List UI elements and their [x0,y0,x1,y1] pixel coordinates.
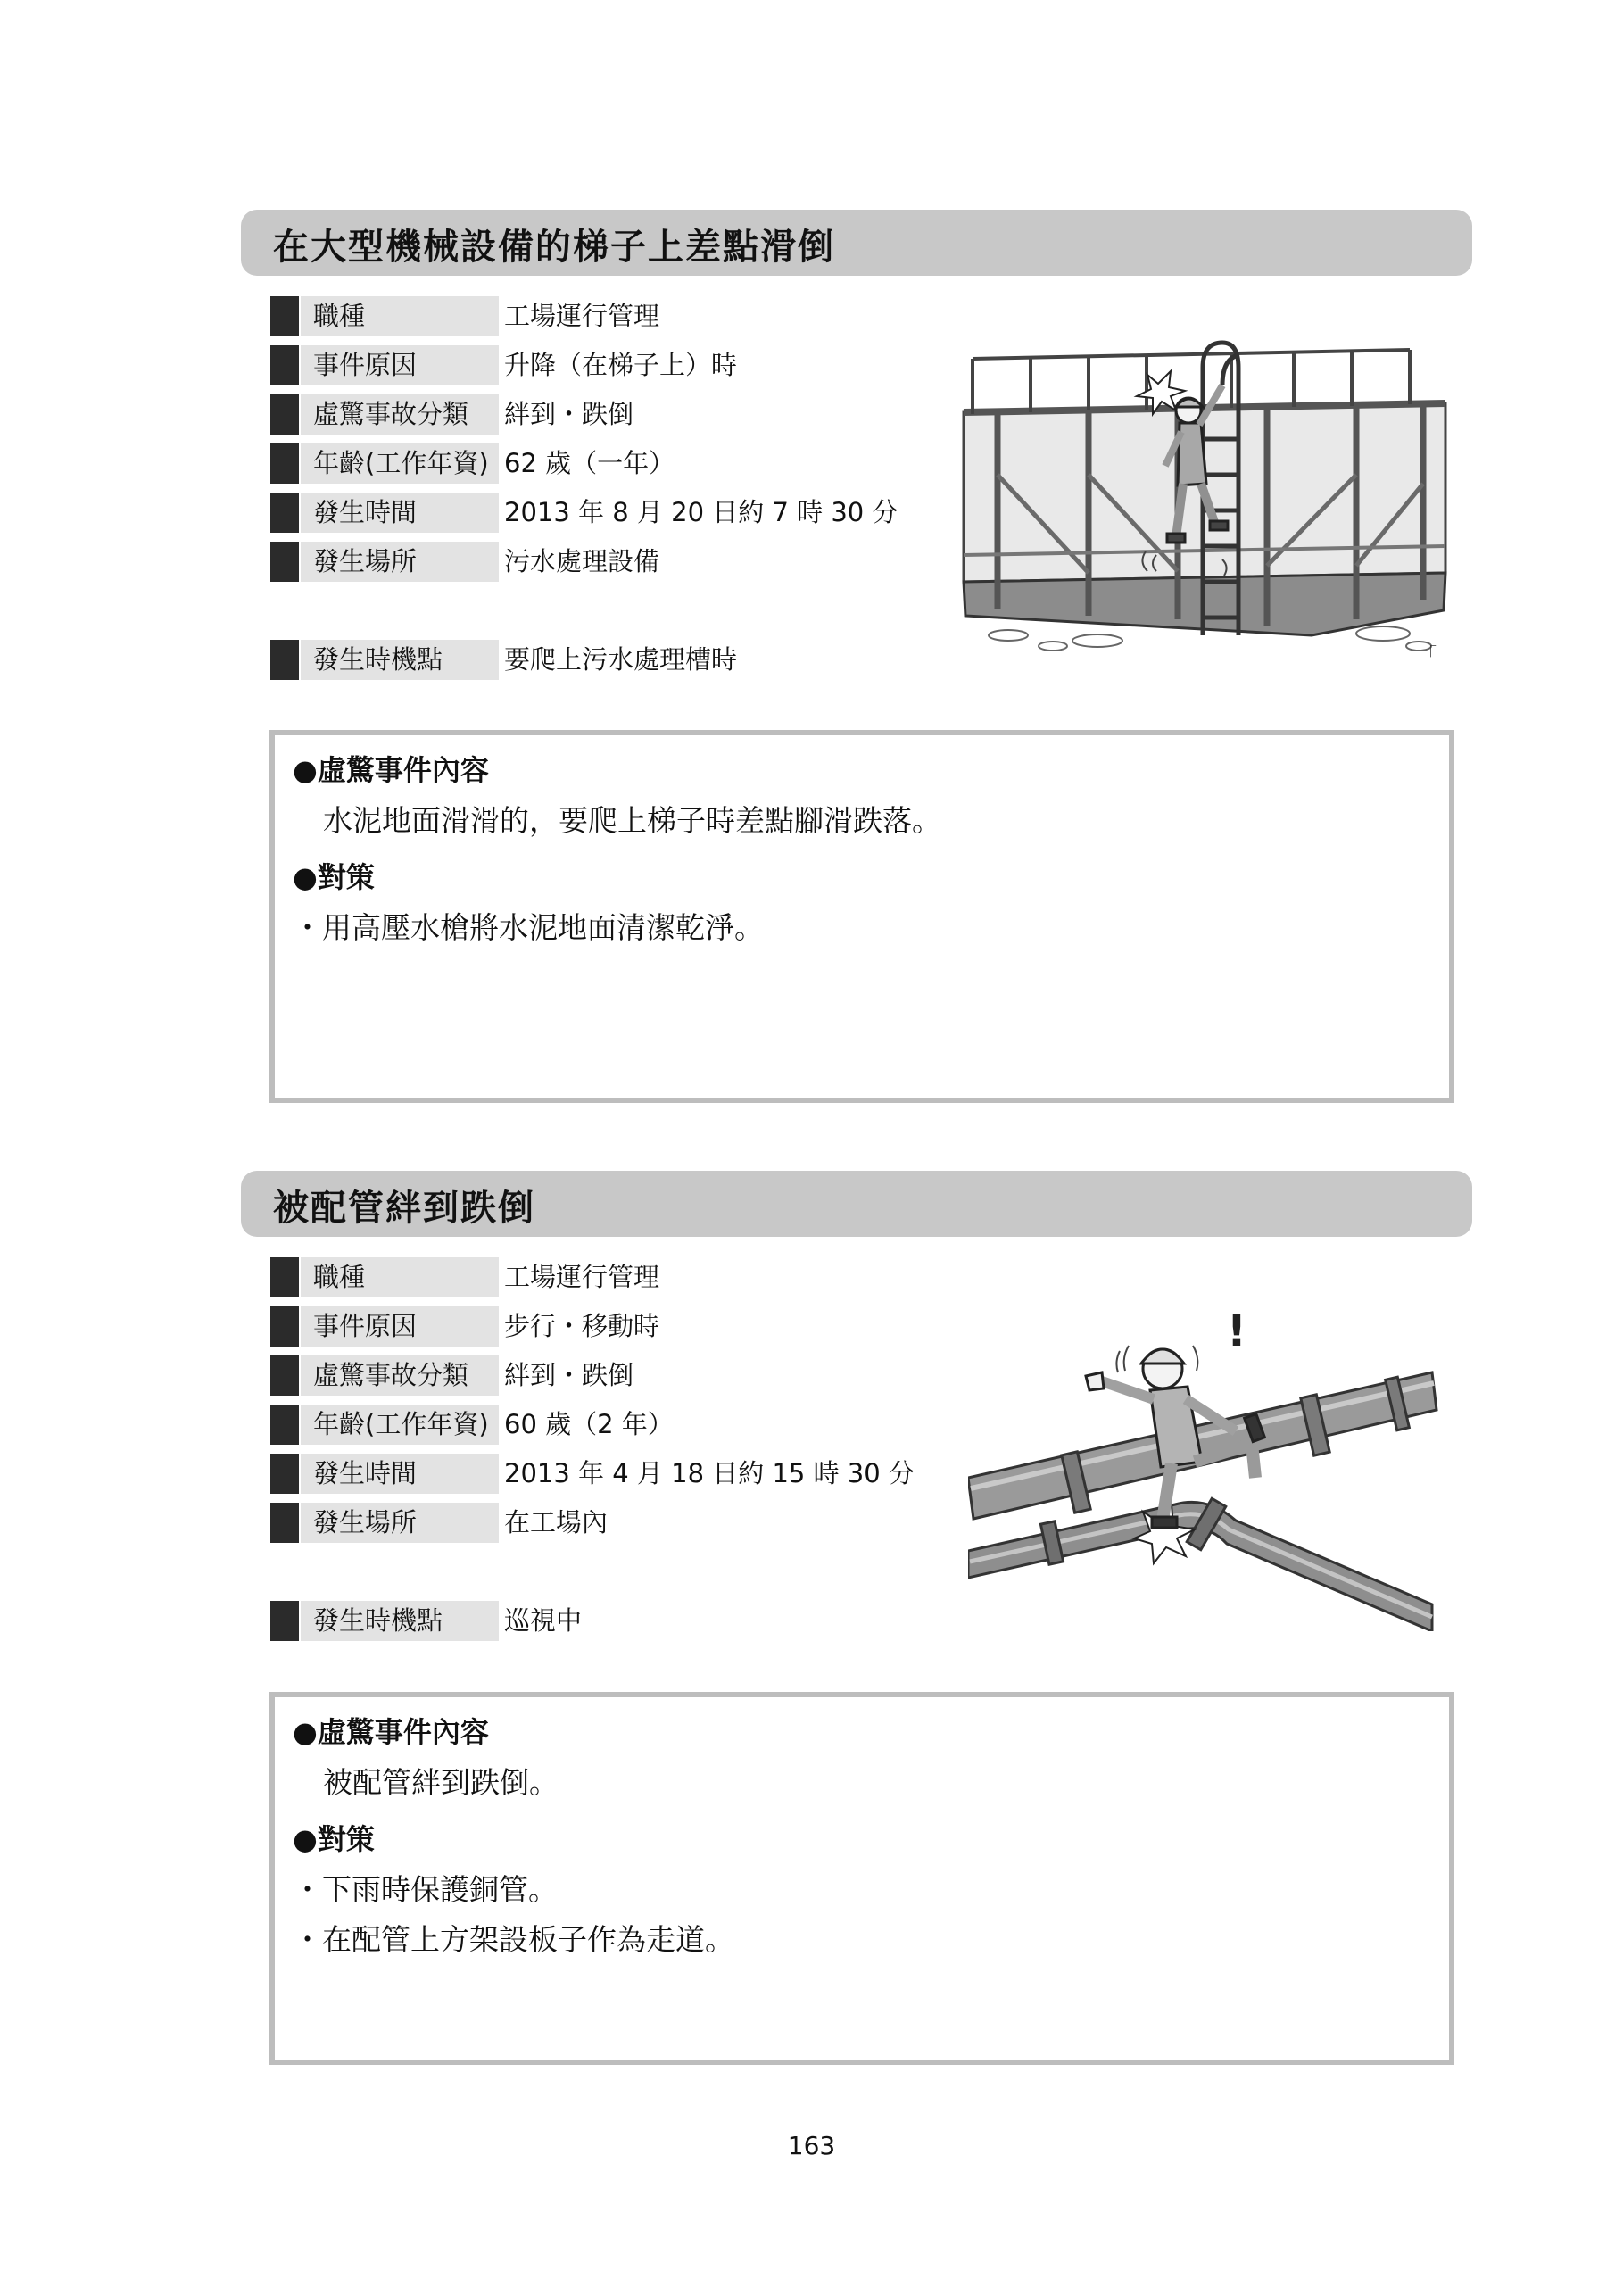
ladder-tank-illustration [955,332,1454,664]
section-title-bar [241,1171,1472,1237]
tripping-pipe-illustration [968,1310,1450,1631]
info-value: 62 歲（一年） [504,448,675,478]
info-label: 虛驚事故分類 [301,394,499,435]
info-label: 發生時機點 [301,640,499,680]
content-text: 水泥地面滑滑的，要爬上梯子時差點腳滑跌落。 [323,803,941,838]
measure-item: ・下雨時保護銅管。 [293,1872,558,1907]
incident-content-box [269,1692,1454,2065]
info-label: 發生時間 [301,493,499,533]
row-marker [270,1454,299,1494]
row-marker [270,1503,299,1543]
exclamation-mark: ! [1227,1310,1246,1356]
row-marker [270,443,299,484]
row-marker [270,1355,299,1396]
info-label: 年齡(工作年資) [301,1405,499,1445]
info-value: 在工場內 [504,1507,609,1538]
info-value: 2013 年 8 月 20 日約 7 時 30 分 [504,497,898,527]
info-label: 發生時間 [301,1454,499,1494]
section-title: 在大型機械設備的梯子上差點滑倒 [273,227,835,268]
info-value: 步行・移動時 [504,1311,660,1341]
info-label: 職種 [301,1257,499,1297]
measure-heading: ●對策 [293,860,375,894]
info-value: 工場運行管理 [504,1262,660,1292]
content-heading: ●虛驚事件內容 [293,753,489,787]
info-label: 年齡(工作年資) [301,443,499,484]
section-title-bar [241,210,1472,276]
row-marker [270,1257,299,1297]
row-marker [270,296,299,336]
page-number: 163 [787,2131,836,2160]
info-value: 工場運行管理 [504,301,660,331]
info-value: 升降（在梯子上）時 [504,350,738,380]
info-value: 60 歲（2 年） [504,1409,674,1439]
info-label: 發生場所 [301,1503,499,1543]
row-marker [270,542,299,582]
incident-content-box [269,730,1454,1103]
info-value: 巡視中 [504,1605,583,1636]
info-label: 事件原因 [301,345,499,385]
row-marker [270,1306,299,1347]
info-value: 絆到・跌倒 [504,1360,634,1390]
info-label: 發生場所 [301,542,499,582]
info-label: 發生時機點 [301,1601,499,1641]
content-heading: ●虛驚事件內容 [293,1715,489,1749]
info-value: 污水處理設備 [504,546,660,576]
info-label: 虛驚事故分類 [301,1355,499,1396]
row-marker [270,640,299,680]
row-marker [270,1405,299,1445]
info-value: 絆到・跌倒 [504,399,634,429]
measure-item: ・在配管上方架設板子作為走道。 [293,1922,734,1957]
row-marker [270,394,299,435]
corner-mark: 「 [1419,643,1437,664]
content-text: 被配管絆到跌倒。 [323,1765,559,1800]
measure-item: ・用高壓水槍將水泥地面清潔乾淨。 [293,910,764,945]
measure-heading: ●對策 [293,1822,375,1856]
section-title: 被配管絆到跌倒 [273,1188,535,1229]
info-value: 2013 年 4 月 18 日約 15 時 30 分 [504,1458,915,1488]
info-label: 事件原因 [301,1306,499,1347]
row-marker [270,1601,299,1641]
row-marker [270,493,299,533]
row-marker [270,345,299,385]
info-label: 職種 [301,296,499,336]
info-value: 要爬上污水處理槽時 [504,644,738,675]
